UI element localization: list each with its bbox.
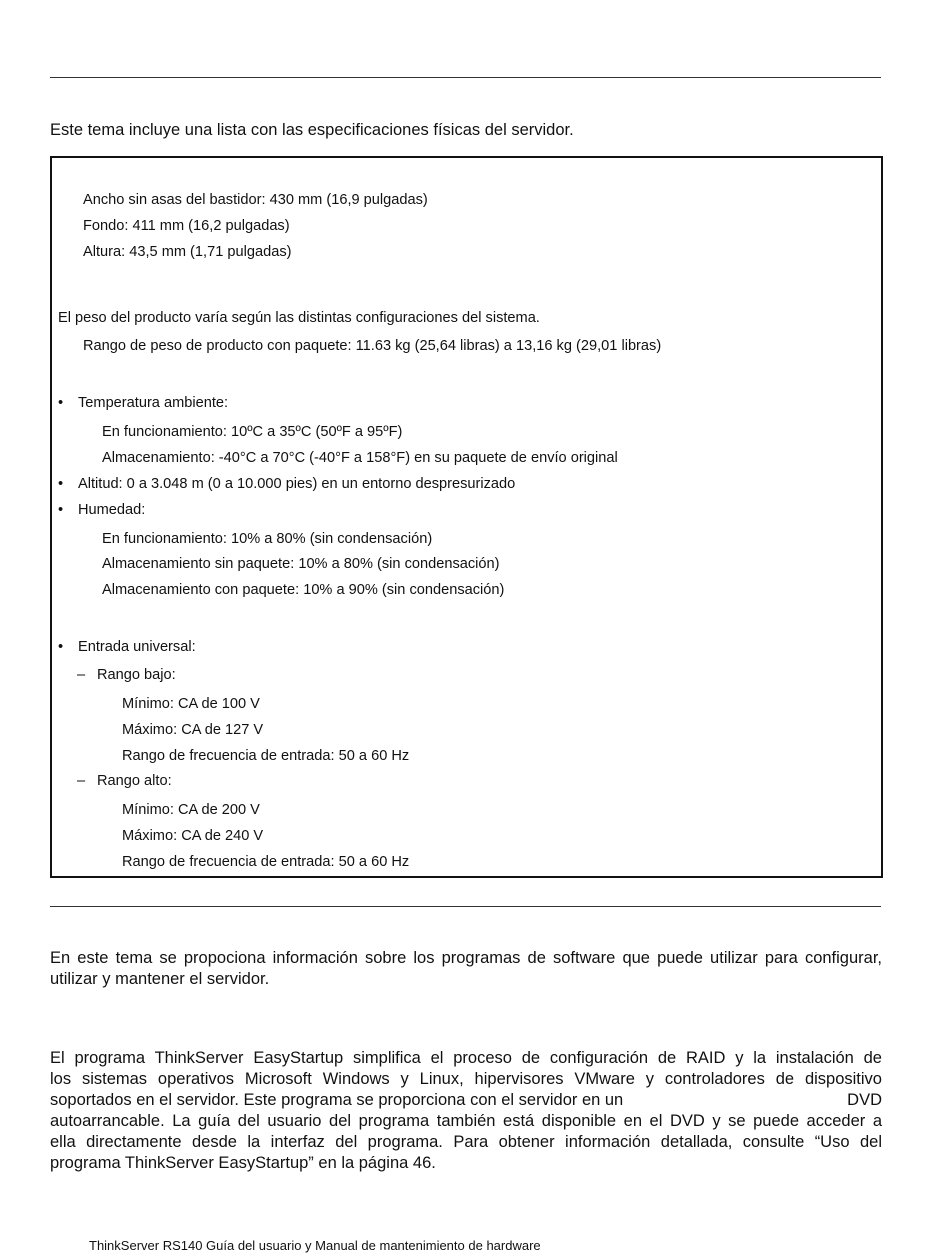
dash-icon: – xyxy=(77,667,86,683)
temperature-operating: En funcionamiento: 10ºC a 35ºC (50ºF a 95ºF) xyxy=(102,424,403,440)
low-range-frequency: Rango de frecuencia de entrada: 50 a 60 Hz xyxy=(122,748,410,764)
high-range-label: Rango alto: xyxy=(97,773,172,789)
software-intro-line: En este tema se propociona información sobre los programas de software que puede utilizar para configurar, xyxy=(50,949,882,967)
specifications-box xyxy=(50,156,883,878)
bullet-icon: • xyxy=(58,639,64,655)
humidity-label: Humedad: xyxy=(78,502,146,518)
dimension-depth: Fondo: 411 mm (16,2 pulgadas) xyxy=(83,218,290,234)
humidity-storage-package: Almacenamiento con paquete: 10% a 90% (sin condensación) xyxy=(102,582,505,598)
easystartup-line-split xyxy=(50,1090,882,1111)
easystartup-line: autoarrancable. La guía del usuario del programa también está disponible en el DVD y se puede acceder a xyxy=(50,1112,882,1130)
dimension-width: Ancho sin asas del bastidor: 430 mm (16,9 pulgadas) xyxy=(83,192,428,208)
humidity-operating: En funcionamiento: 10% a 80% (sin condensación) xyxy=(102,531,433,547)
easystartup-line: El programa ThinkServer EasyStartup simplifica el proceso de configuración de RAID y la instalación de xyxy=(50,1049,882,1067)
high-range-min: Mínimo: CA de 200 V xyxy=(122,802,260,818)
high-range-max: Máximo: CA de 240 V xyxy=(122,828,264,844)
specs-intro: Este tema incluye una lista con las especificaciones físicas del servidor. xyxy=(50,121,574,139)
dash-icon: – xyxy=(77,773,86,789)
easystartup-line: ella directamente desde la interfaz del programa. Para obtener información detallada, consulte “Uso del xyxy=(50,1133,882,1151)
easystartup-line: los sistemas operativos Microsoft Windows y Linux, hipervisores VMware y controladores de dispositivo xyxy=(50,1070,882,1088)
low-range-label: Rango bajo: xyxy=(97,667,176,683)
power-input-label: Entrada universal: xyxy=(78,639,196,655)
page-footer: ThinkServer RS140 Guía del usuario y Manual de mantenimiento de hardware xyxy=(89,1238,541,1253)
software-intro-line: utilizar y mantener el servidor. xyxy=(50,970,270,988)
software-intro xyxy=(50,948,882,990)
easystartup-paragraph xyxy=(50,1048,882,1174)
bullet-icon: • xyxy=(58,395,64,411)
low-range-max: Máximo: CA de 127 V xyxy=(122,722,264,738)
dimension-height: Altura: 43,5 mm (1,71 pulgadas) xyxy=(83,244,292,260)
bullet-icon: • xyxy=(58,476,64,492)
temperature-storage: Almacenamiento: -40°C a 70°C (-40°F a 158°F) en su paquete de envío original xyxy=(102,450,618,466)
middle-divider xyxy=(50,906,881,907)
easystartup-line: programa ThinkServer EasyStartup” en la página 46. xyxy=(50,1154,436,1172)
low-range-min: Mínimo: CA de 100 V xyxy=(122,696,260,712)
weight-note: El peso del producto varía según las distintas configuraciones del sistema. xyxy=(58,310,540,326)
humidity-storage-no-package: Almacenamiento sin paquete: 10% a 80% (sin condensación) xyxy=(102,556,500,572)
weight-range: Rango de peso de producto con paquete: 11.63 kg (25,64 libras) a 13,16 kg (29,01 libras) xyxy=(83,338,662,354)
easystartup-line: soportados en el servidor. Este programa se proporciona con el servidor en un xyxy=(50,1091,624,1109)
top-divider xyxy=(50,77,881,78)
high-range-frequency: Rango de frecuencia de entrada: 50 a 60 Hz xyxy=(122,854,410,870)
temperature-label: Temperatura ambiente: xyxy=(78,395,229,411)
bullet-icon: • xyxy=(58,502,64,518)
easystartup-dvd: DVD xyxy=(847,1091,882,1109)
altitude: Altitud: 0 a 3.048 m (0 a 10.000 pies) en un entorno despresurizado xyxy=(78,476,516,492)
